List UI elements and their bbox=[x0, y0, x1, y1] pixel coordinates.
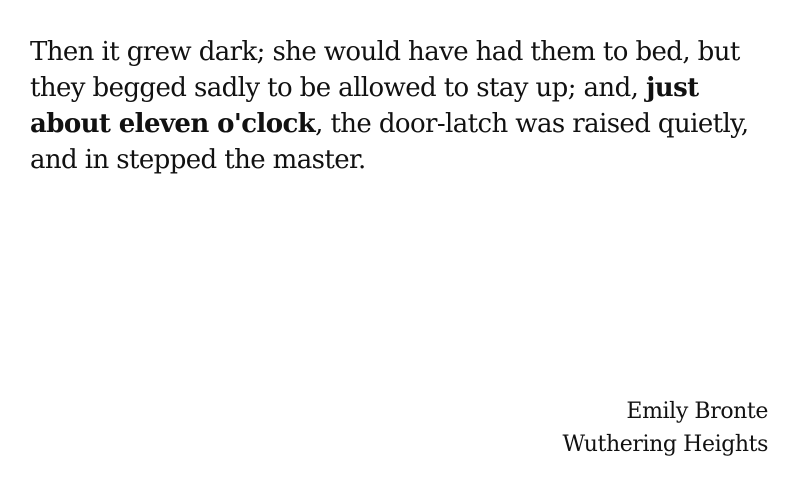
quote-text-end: , the door-latch was raised quietly, and in stepped the master. bbox=[30, 109, 749, 175]
quote-text-start: Then it grew dark; she would have had them to bed, but they begged sadly to be allowed to stay up; and, bbox=[30, 37, 740, 103]
quote-emphasis: just about eleven o'clock bbox=[30, 73, 699, 139]
quote-text bbox=[30, 34, 780, 178]
attribution bbox=[562, 395, 768, 461]
book-title: Wuthering Heights bbox=[562, 432, 768, 457]
author-name: Emily Bronte bbox=[626, 399, 768, 424]
